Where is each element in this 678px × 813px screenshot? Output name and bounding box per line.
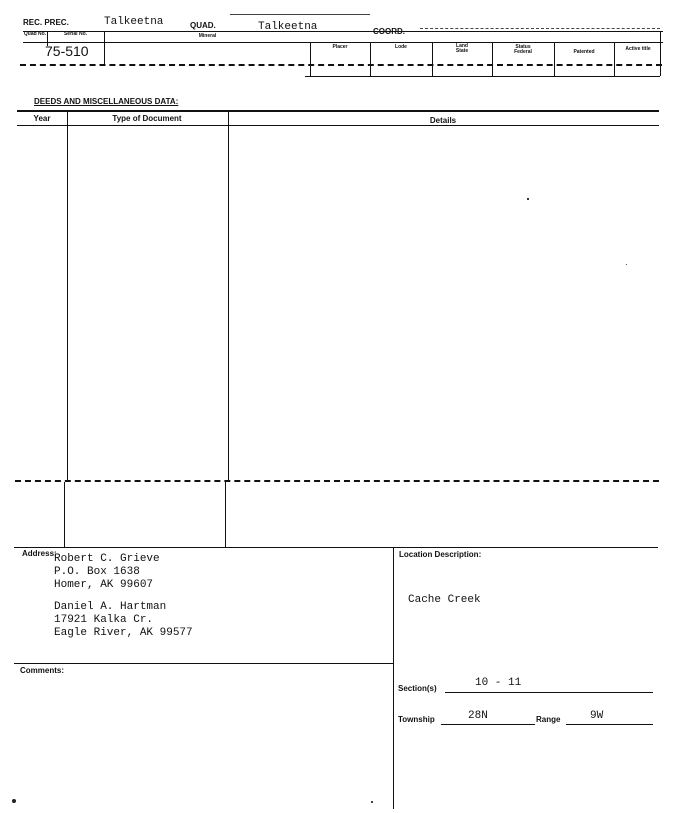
divider (225, 482, 226, 548)
col-patented: Patented (573, 49, 595, 55)
divider (660, 32, 661, 76)
deeds-top-rule (17, 110, 659, 112)
speck (626, 264, 627, 265)
deeds-section-title: DEEDS AND MISCELLANEOUS DATA: (34, 97, 179, 106)
quad-label: QUAD. (190, 21, 216, 30)
address-block (54, 553, 193, 640)
section-label: Section(s) (398, 684, 437, 693)
quad-serial-value: 75-510 (45, 43, 89, 59)
divider (64, 482, 65, 548)
address-line: Eagle River, AK 99577 (54, 627, 193, 639)
address-line: Daniel A. Hartman (54, 601, 167, 613)
speck (527, 198, 529, 200)
divider (554, 43, 555, 76)
divider (228, 111, 229, 481)
speck (371, 801, 373, 803)
township-label: Township (398, 715, 435, 724)
claim-table-lower-rule (305, 76, 660, 77)
section-value: 10 - 11 (475, 677, 522, 689)
claim-table-header-rule (23, 42, 663, 43)
address-line: P.O. Box 1638 (54, 566, 140, 578)
coord-dash-line (420, 28, 660, 29)
deeds-col-type: Type of Document (112, 114, 182, 123)
township-underline (441, 724, 535, 725)
address-line: 17921 Kalka Cr. (54, 614, 154, 626)
section-underline (445, 692, 653, 693)
rec-prec-label: REC. PREC. (23, 18, 69, 27)
claim-table-bottom-dash (20, 64, 662, 66)
coord-label: COORD. (373, 27, 405, 36)
divider (614, 43, 615, 76)
location-description-label: Location Description: (399, 550, 482, 559)
range-label: Range (536, 715, 561, 724)
divider (492, 43, 493, 76)
divider (393, 547, 394, 809)
comments-top-rule (14, 663, 394, 664)
location-description-value: Cache Creek (408, 594, 481, 606)
comments-label: Comments: (20, 666, 65, 675)
address-label: Address: (22, 549, 57, 558)
quad-value: Talkeetna (258, 21, 318, 33)
divider (432, 43, 433, 76)
range-underline (566, 724, 653, 725)
col-mineral: Mineral (198, 33, 217, 39)
township-value: 28N (468, 710, 488, 722)
claim-table-top-rule (23, 31, 663, 32)
deeds-header-rule (17, 125, 659, 126)
deeds-mid-dash (15, 480, 659, 482)
deeds-col-year: Year (33, 114, 51, 123)
col-land-state: Land State (455, 43, 469, 54)
divider (67, 111, 68, 481)
rec-prec-value: Talkeetna (104, 16, 164, 28)
spacer (54, 592, 193, 601)
col-lode: Lode (395, 44, 407, 50)
speck (12, 799, 16, 803)
col-active-title: Active title (625, 46, 651, 52)
col-status-federal: Status Federal (514, 44, 532, 55)
lower-top-rule (14, 547, 658, 548)
address-line: Robert C. Grieve (54, 553, 160, 565)
address-line: Homer, AK 99607 (54, 579, 154, 591)
col-serial-no: Serial No. (63, 31, 88, 37)
deeds-col-details: Details (429, 116, 457, 125)
col-placer: Placer (332, 44, 348, 50)
top-rule (230, 14, 370, 15)
range-value: 9W (590, 710, 604, 722)
col-quad-no: Quad No. (23, 31, 47, 37)
